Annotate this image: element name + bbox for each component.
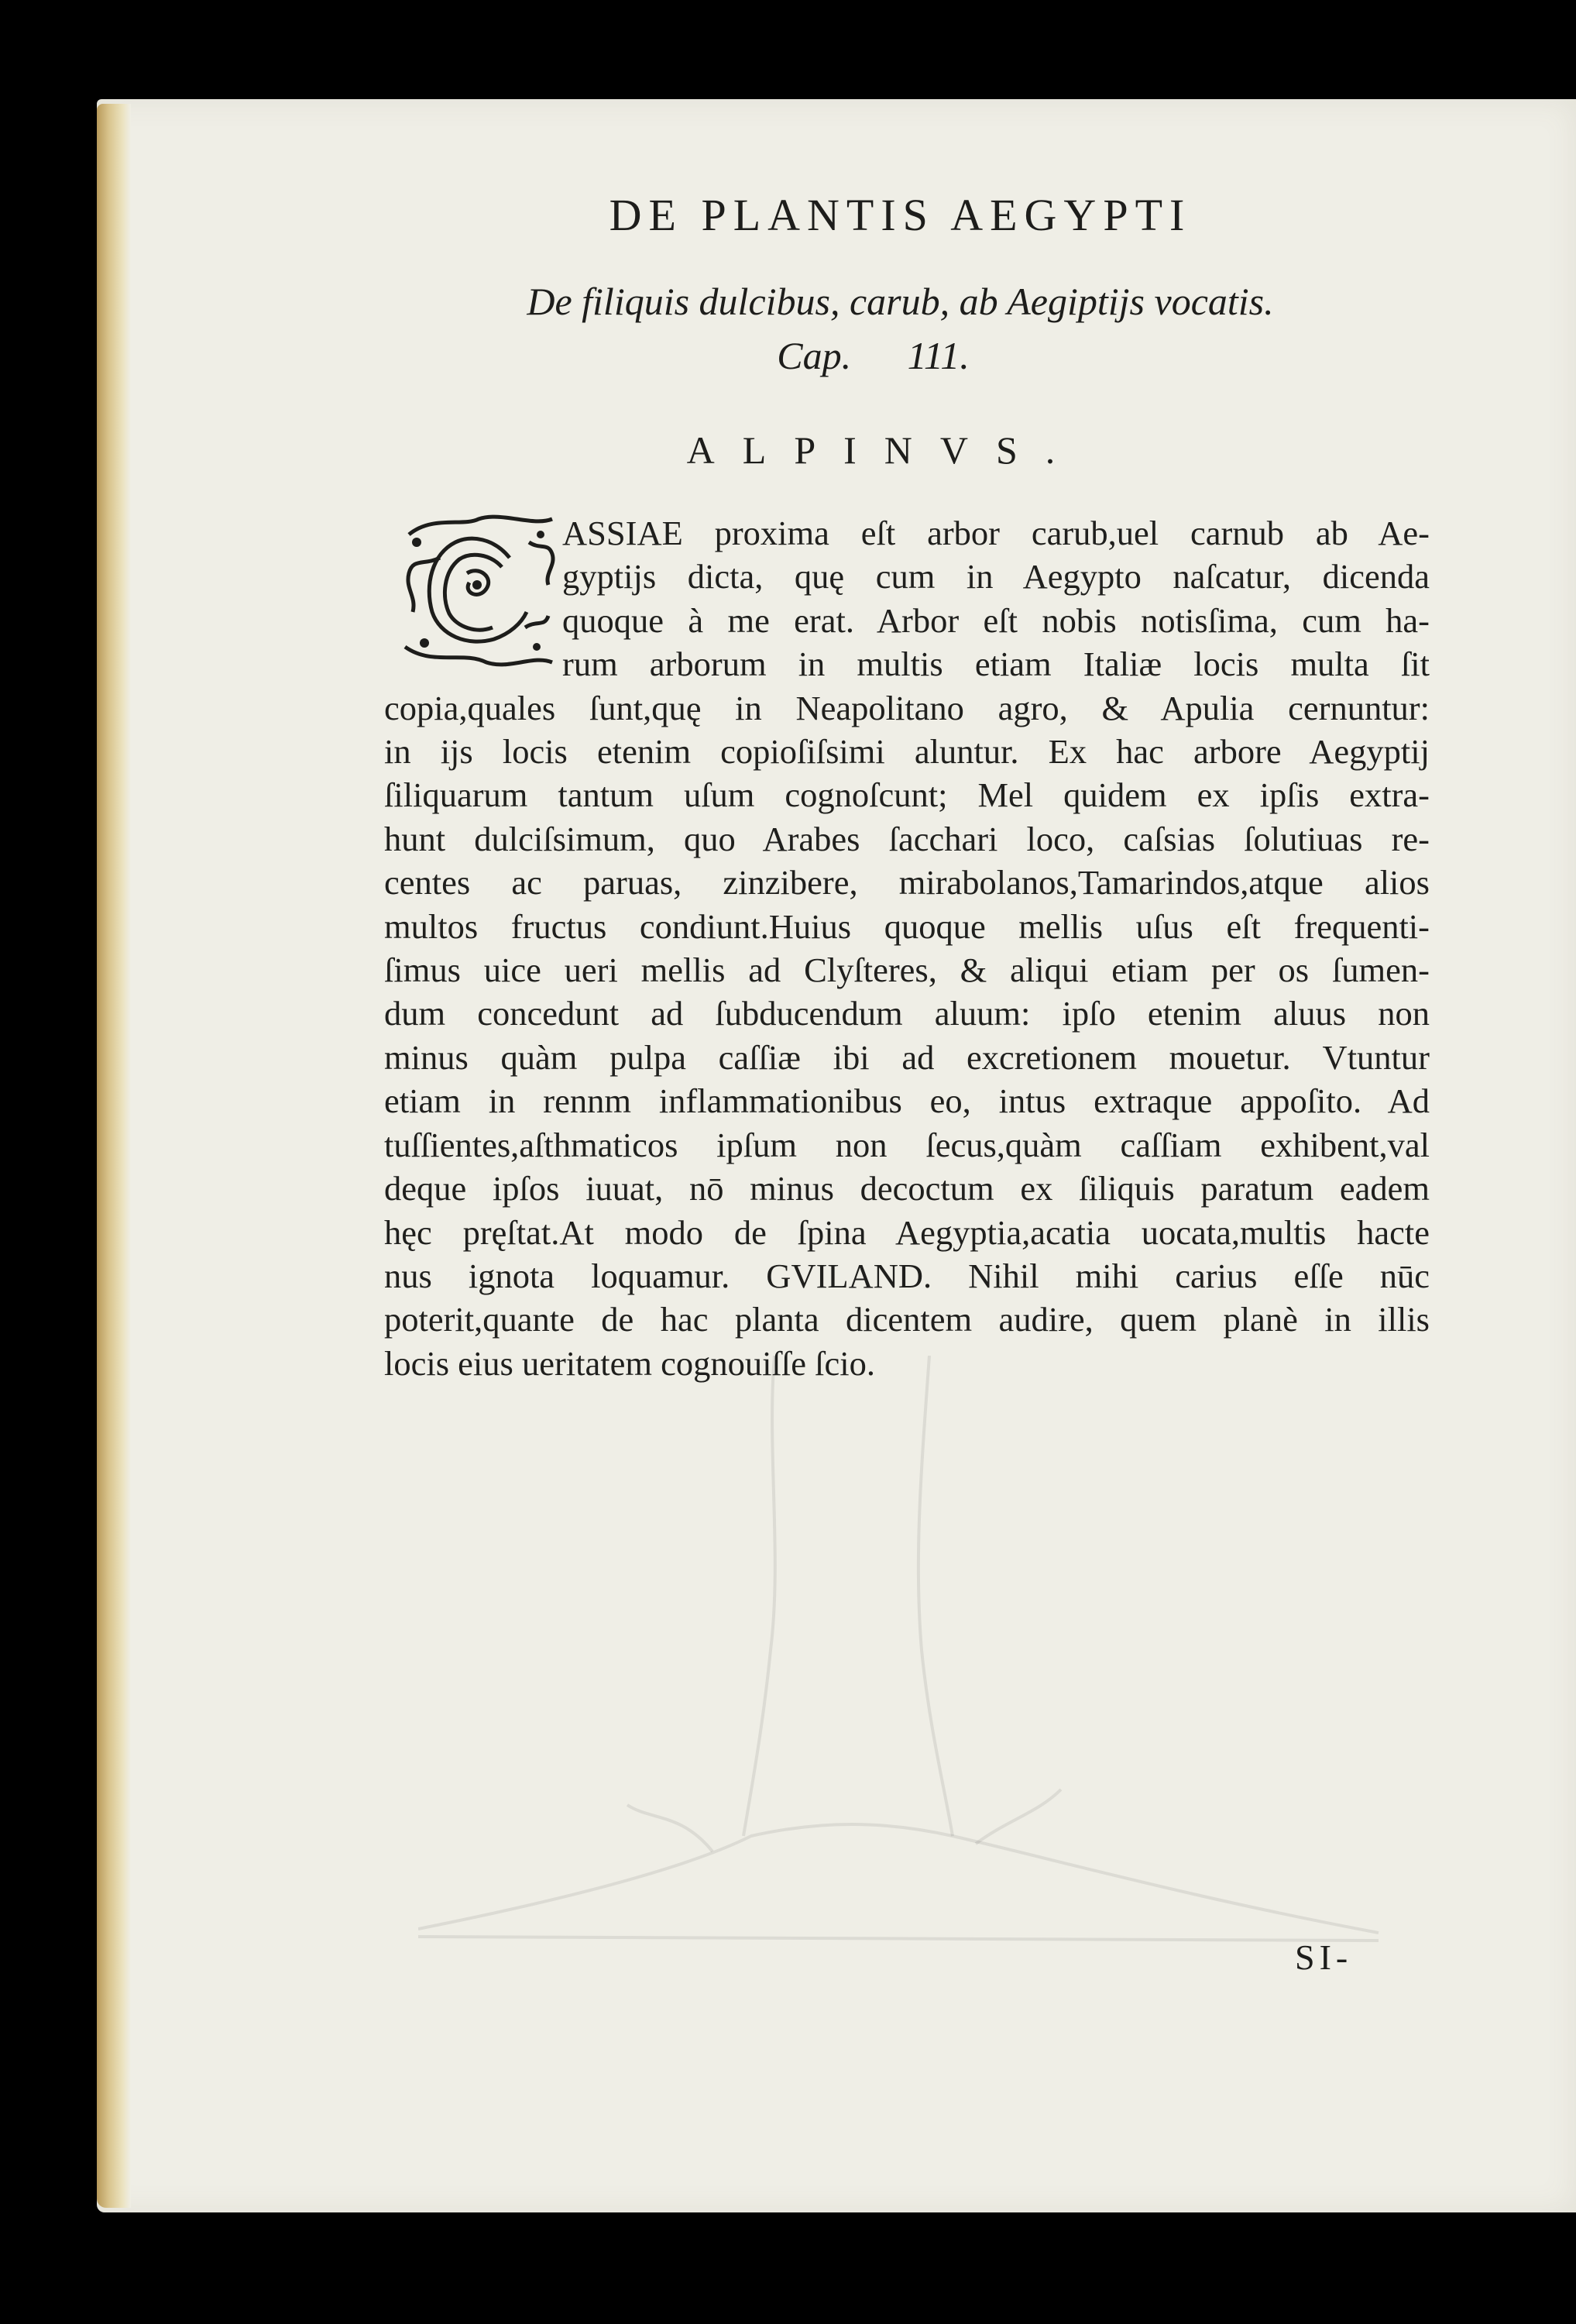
text-line: ſiliquarum tantum uſum cognoſcunt; Mel quidem ex ipſis extra- [384, 775, 1430, 815]
text-line: deque ipſos iuuat, nō minus decoctum ex ſiliquis paratum eadem [384, 1169, 1430, 1208]
chapter-title: De filiquis dulcibus, carub, ab Aegiptijs vocatis. [527, 280, 1274, 323]
text-line: hęc pręſtat.At modo de ſpina Aegyptia,acatia uocata,multis hacte [384, 1212, 1430, 1252]
show-through-woodcut-icon [418, 1356, 1394, 1975]
speaker-heading: ALPINVS. [686, 428, 1083, 472]
chapter-number: Cap. 111. [777, 334, 970, 377]
body-text [384, 511, 1430, 1385]
text-line: dum concedunt ad ſubducendum aluum: ipſo etenim aluus non [384, 994, 1430, 1033]
text-line: tuſſientes,aſthmaticos ipſum non ſecus,quàm caſſiam exhibent,val [384, 1125, 1430, 1164]
text-line: ſimus uice ueri mellis ad Clyſteres, & aliqui etiam per os ſumen- [384, 951, 1430, 990]
text-line: multos fructus condiunt.Huius quoque mellis uſus eſt frequenti- [384, 906, 1430, 946]
text-line: locis eius ueritatem cognouiſſe ſcio. [384, 1343, 875, 1383]
page-gilt-edge [97, 104, 131, 2208]
text-line: gyptijs dicta, quę cum in Aegypto naſcatur, dicenda [562, 557, 1430, 596]
running-head: DE PLANTIS AEGYPTI [609, 190, 1192, 240]
text-line: quoque à me erat. Arbor eſt nobis notisſima, cum ha- [562, 600, 1430, 640]
text-line: rum arborum in multis etiam Italiæ locis multa ſit [562, 645, 1430, 684]
text-line: hunt dulciſsimum, quo Arabes ſacchari loco, caſsias ſolutiuas re- [384, 819, 1430, 858]
text-line: poterit,quante de hac planta dicentem audire, quem planè in illis [384, 1300, 1430, 1339]
text-line: etiam in rennm inflammationibus eo, intus extraque appoſito. Ad [384, 1081, 1430, 1121]
text-line: minus quàm pulpa caſſiæ ibi ad excretionem mouetur. Vtuntur [384, 1037, 1430, 1077]
text-line: copia,quales ſunt,quę in Neapolitano agro, & Apulia cernuntur: [384, 688, 1430, 727]
text-line: ASSIAE proxima eſt arbor carub,uel carnub ab Ae- [562, 514, 1430, 552]
text-line: centes ac paruas, zinzibere, mirabolanos,Tamarindos,atque alios [384, 863, 1430, 902]
folio-signature: SI- [1295, 1937, 1353, 1977]
text-line: in ijs locis etenim copioſiſsimi aluntur. Ex hac arbore Aegyptij [384, 732, 1430, 772]
text-line: nus ignota loquamur. GVILAND. Nihil mihi carius eſſe nūc [384, 1256, 1430, 1295]
